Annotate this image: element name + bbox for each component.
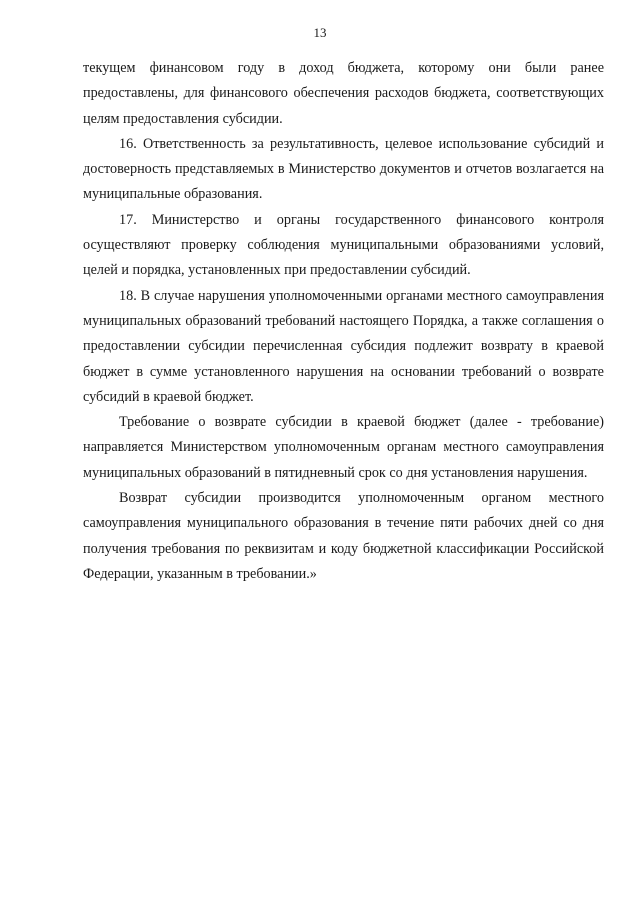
- paragraph-18-violation: 18. В случае нарушения уполномоченными органами местного самоуправления муниципальных образований требований настоящего Порядка, а также соглашения о предоставлении субсидии перечисленная субсидия подлежит возврату в краевой бюджет в сумме установленного нарушения на основании требований о возврате субсидий в краевой бюджет.: [83, 287, 604, 405]
- paragraph-return-procedure: Возврат субсидии производится уполномоченным органом местного самоуправления муниципального образования в течение пяти рабочих дней со дня получения требования по реквизитам и коду бюджетной классификации Российской Федерации, указанным в требовании.»: [83, 490, 604, 582]
- paragraph-continuation: текущем финансовом году в доход бюджета, которому они были ранее предоставлены, для финансового обеспечения расходов бюджета, соответствующих целям предоставления субсидии.: [83, 60, 604, 127]
- document-body: [83, 56, 604, 587]
- paragraph-17-control: 17. Министерство и органы государственного финансового контроля осуществляют проверку соблюдения муниципальными образованиями условий, целей и порядка, установленных при предоставлении субсидий.: [83, 211, 604, 279]
- paragraph-return-requirement: Требование о возврате субсидии в краевой бюджет (далее - требование) направляется Министерством уполномоченным органам местного самоуправления муниципальных образований в пятидневный срок со дня установления нарушения.: [83, 414, 604, 481]
- paragraph-16-responsibility: 16. Ответственность за результативность, целевое использование субсидий и достоверность представляемых в Министерство документов и отчетов возлагается на муниципальные образования.: [83, 135, 604, 203]
- page-number: 13: [313, 25, 327, 40]
